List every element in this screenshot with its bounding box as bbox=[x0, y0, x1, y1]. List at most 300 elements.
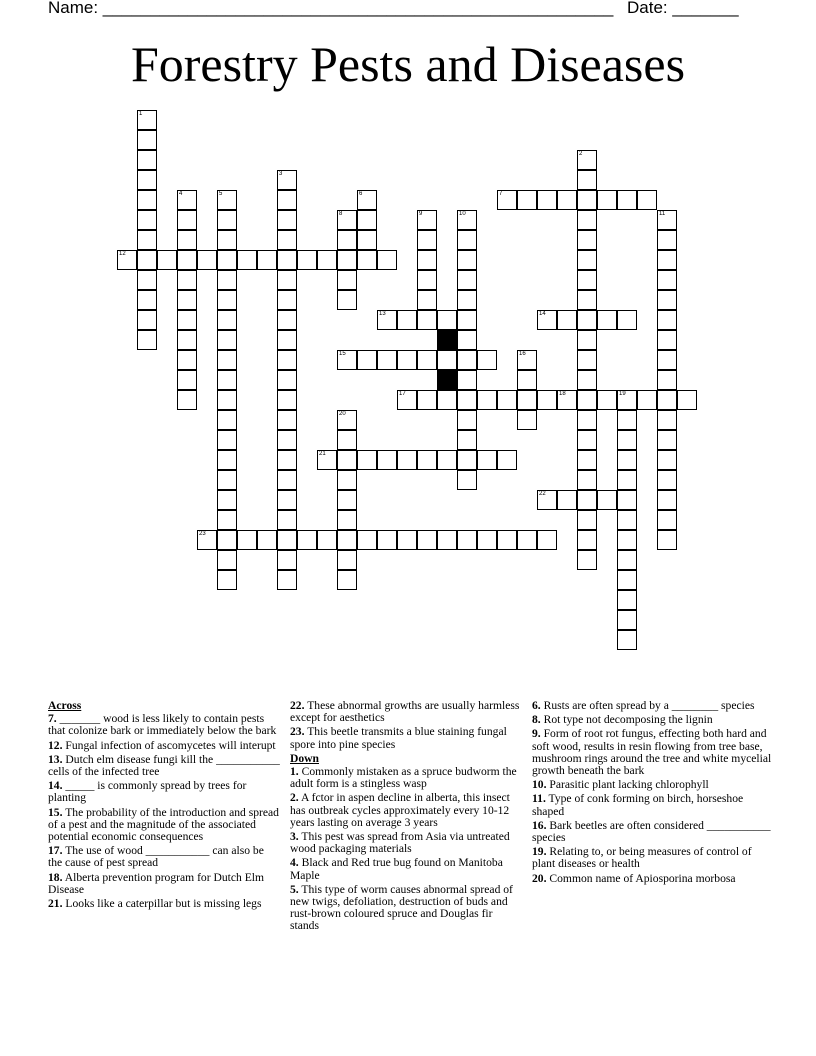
grid-cell[interactable] bbox=[617, 470, 637, 490]
grid-cell[interactable] bbox=[277, 410, 297, 430]
grid-cell[interactable] bbox=[517, 370, 537, 390]
grid-cell[interactable] bbox=[137, 270, 157, 290]
grid-cell[interactable] bbox=[277, 350, 297, 370]
grid-cell[interactable] bbox=[337, 290, 357, 310]
grid-cell[interactable] bbox=[457, 310, 477, 330]
grid-cell[interactable] bbox=[517, 530, 537, 550]
grid-cell[interactable] bbox=[657, 450, 677, 470]
clue-number: 15 bbox=[339, 351, 346, 357]
grid-cell[interactable] bbox=[557, 490, 577, 510]
grid-cell[interactable] bbox=[657, 410, 677, 430]
grid-cell[interactable] bbox=[237, 250, 257, 270]
grid-cell[interactable] bbox=[597, 490, 617, 510]
grid-cell[interactable] bbox=[397, 350, 417, 370]
clue-number: 13 bbox=[379, 311, 386, 317]
clue-number: 19 bbox=[619, 391, 626, 397]
clue-number: 14 bbox=[539, 311, 546, 317]
grid-cell[interactable] bbox=[457, 350, 477, 370]
grid-cell[interactable] bbox=[217, 270, 237, 290]
grid-cell[interactable] bbox=[337, 210, 357, 230]
grid-cell[interactable] bbox=[357, 530, 377, 550]
grid-cell[interactable] bbox=[577, 330, 597, 350]
grid-cell[interactable] bbox=[657, 330, 677, 350]
grid-cell[interactable] bbox=[337, 230, 357, 250]
grid-cell[interactable] bbox=[137, 290, 157, 310]
down-heading: Down bbox=[290, 751, 319, 765]
grid-cell[interactable] bbox=[457, 330, 477, 350]
clue-number: 3 bbox=[279, 171, 283, 177]
grid-cell[interactable] bbox=[657, 430, 677, 450]
grid-cell[interactable] bbox=[357, 230, 377, 250]
grid-cell[interactable] bbox=[577, 190, 597, 210]
grid-cell[interactable] bbox=[277, 450, 297, 470]
clue-number: 11 bbox=[659, 211, 666, 217]
grid-cell[interactable] bbox=[137, 110, 157, 130]
grid-cell[interactable] bbox=[217, 230, 237, 250]
grid-cell[interactable] bbox=[177, 390, 197, 410]
grid-cell[interactable] bbox=[657, 510, 677, 530]
clue-item: 17. The use of wood ___________ can also be the cause of pest spread bbox=[48, 844, 264, 870]
grid-cell[interactable] bbox=[657, 230, 677, 250]
grid-cell[interactable] bbox=[217, 510, 237, 530]
clue-number-label: 18. bbox=[48, 870, 63, 884]
grid-cell[interactable] bbox=[277, 510, 297, 530]
grid-cell[interactable] bbox=[557, 190, 577, 210]
grid-cell[interactable] bbox=[457, 450, 477, 470]
grid-cell[interactable] bbox=[317, 530, 337, 550]
grid-cell[interactable] bbox=[217, 330, 237, 350]
grid-cell[interactable] bbox=[137, 330, 157, 350]
grid-cell[interactable] bbox=[377, 250, 397, 270]
grid-cell[interactable] bbox=[197, 250, 217, 270]
clue-item: 15. The probability of the introduction and spread of a pest and the magnitude of the associated potential economic consequences bbox=[48, 805, 279, 844]
grid-cell[interactable] bbox=[597, 390, 617, 410]
grid-cell[interactable] bbox=[497, 530, 517, 550]
grid-cell[interactable] bbox=[377, 530, 397, 550]
grid-cell[interactable] bbox=[577, 230, 597, 250]
grid-cell[interactable] bbox=[537, 490, 557, 510]
grid-cell[interactable] bbox=[337, 250, 357, 270]
clue-item: 21. Looks like a caterpillar but is missing legs bbox=[48, 897, 262, 911]
grid-cell[interactable] bbox=[277, 290, 297, 310]
grid-cell[interactable] bbox=[437, 450, 457, 470]
down-clue-list-continued bbox=[532, 700, 772, 885]
clue-number-label: 12. bbox=[48, 738, 63, 752]
grid-cell[interactable] bbox=[217, 430, 237, 450]
clue-number-label: 14. bbox=[48, 779, 63, 793]
grid-cell[interactable] bbox=[577, 490, 597, 510]
grid-cell[interactable] bbox=[337, 490, 357, 510]
clue-item: 9. Form of root rot fungus, effecting both hard and soft wood, results in resin flowing from tree base, mushroom rings around the tree and white mycelial growth beneath the bark bbox=[532, 727, 772, 778]
clue-number: 23 bbox=[199, 531, 206, 537]
black-cell bbox=[437, 330, 457, 350]
clue-item: 7. _______ wood is less likely to contain pests that colonize bark or immediately below the bark bbox=[48, 712, 277, 738]
grid-cell[interactable] bbox=[337, 450, 357, 470]
clue-item: 6. Rusts are often spread by a ________ species bbox=[532, 699, 755, 712]
grid-cell[interactable] bbox=[137, 230, 157, 250]
grid-cell[interactable] bbox=[417, 530, 437, 550]
grid-cell[interactable] bbox=[417, 230, 437, 250]
grid-cell[interactable] bbox=[457, 410, 477, 430]
clue-number: 6 bbox=[359, 191, 363, 197]
grid-cell[interactable] bbox=[617, 630, 637, 650]
clue-number: 5 bbox=[219, 191, 223, 197]
clue-number-label: 6. bbox=[532, 699, 541, 712]
grid-cell[interactable] bbox=[617, 450, 637, 470]
date-field-label: Date: _______ bbox=[627, 0, 739, 17]
grid-cell[interactable] bbox=[217, 490, 237, 510]
grid-cell[interactable] bbox=[177, 290, 197, 310]
clue-number-label: 7. bbox=[48, 712, 57, 726]
grid-cell[interactable] bbox=[277, 330, 297, 350]
clue-item: 11. Type of conk forming on birch, horseshoe shaped bbox=[532, 792, 744, 818]
grid-cell[interactable] bbox=[377, 310, 397, 330]
grid-cell[interactable] bbox=[417, 390, 437, 410]
clue-item: 8. Rot type not decomposing the lignin bbox=[532, 713, 713, 727]
grid-cell[interactable] bbox=[377, 350, 397, 370]
grid-cell[interactable] bbox=[597, 190, 617, 210]
grid-cell[interactable] bbox=[117, 250, 137, 270]
grid-cell[interactable] bbox=[277, 390, 297, 410]
clues-column-2 bbox=[290, 700, 524, 935]
grid-cell[interactable] bbox=[577, 430, 597, 450]
grid-cell[interactable] bbox=[337, 430, 357, 450]
grid-cell[interactable] bbox=[177, 370, 197, 390]
clue-number-label: 23. bbox=[290, 725, 305, 739]
grid-cell[interactable] bbox=[517, 390, 537, 410]
grid-cell[interactable] bbox=[537, 190, 557, 210]
clue-number: 20 bbox=[339, 411, 346, 417]
grid-cell[interactable] bbox=[277, 490, 297, 510]
grid-cell[interactable] bbox=[477, 390, 497, 410]
clues-column-1 bbox=[48, 700, 280, 912]
clue-item: 12. Fungal infection of ascomycetes will interupt bbox=[48, 738, 276, 752]
grid-cell[interactable] bbox=[497, 450, 517, 470]
grid-cell[interactable] bbox=[217, 190, 237, 210]
grid-cell[interactable] bbox=[537, 310, 557, 330]
grid-cell[interactable] bbox=[617, 570, 637, 590]
grid-cell[interactable] bbox=[457, 430, 477, 450]
grid-cell[interactable] bbox=[177, 250, 197, 270]
grid-cell[interactable] bbox=[277, 270, 297, 290]
grid-cell[interactable] bbox=[337, 270, 357, 290]
grid-cell[interactable] bbox=[517, 190, 537, 210]
grid-cell[interactable] bbox=[277, 170, 297, 190]
grid-cell[interactable] bbox=[217, 550, 237, 570]
grid-cell[interactable] bbox=[177, 230, 197, 250]
grid-cell[interactable] bbox=[297, 250, 317, 270]
clues-column-3 bbox=[532, 700, 772, 887]
grid-cell[interactable] bbox=[337, 570, 357, 590]
clue-number-label: 9. bbox=[532, 727, 541, 741]
clue-number-label: 4. bbox=[290, 856, 299, 870]
grid-cell[interactable] bbox=[417, 250, 437, 270]
grid-cell[interactable] bbox=[217, 310, 237, 330]
grid-cell[interactable] bbox=[517, 410, 537, 430]
grid-cell[interactable] bbox=[617, 190, 637, 210]
grid-cell[interactable] bbox=[377, 450, 397, 470]
grid-cell[interactable] bbox=[457, 530, 477, 550]
grid-cell[interactable] bbox=[277, 430, 297, 450]
grid-cell[interactable] bbox=[577, 250, 597, 270]
page-title: Forestry Pests and Diseases bbox=[130, 36, 686, 92]
grid-cell[interactable] bbox=[477, 350, 497, 370]
clue-number: 1 bbox=[139, 111, 143, 117]
grid-cell[interactable] bbox=[337, 550, 357, 570]
grid-cell[interactable] bbox=[677, 390, 697, 410]
grid-cell[interactable] bbox=[457, 230, 477, 250]
grid-cell[interactable] bbox=[137, 250, 157, 270]
grid-cell[interactable] bbox=[217, 470, 237, 490]
clue-number: 12 bbox=[119, 251, 126, 257]
grid-cell[interactable] bbox=[357, 350, 377, 370]
grid-cell[interactable] bbox=[577, 350, 597, 370]
clue-item: 19. Relating to, or being measures of control of plant diseases or health bbox=[532, 845, 752, 871]
grid-cell[interactable] bbox=[437, 390, 457, 410]
grid-cell[interactable] bbox=[357, 250, 377, 270]
grid-cell[interactable] bbox=[137, 170, 157, 190]
grid-cell[interactable] bbox=[417, 290, 437, 310]
grid-cell[interactable] bbox=[657, 490, 677, 510]
clue-number: 10 bbox=[459, 211, 466, 217]
grid-cell[interactable] bbox=[137, 210, 157, 230]
grid-cell[interactable] bbox=[197, 530, 217, 550]
grid-cell[interactable] bbox=[657, 350, 677, 370]
grid-cell[interactable] bbox=[217, 250, 237, 270]
grid-cell[interactable] bbox=[437, 530, 457, 550]
grid-cell[interactable] bbox=[657, 470, 677, 490]
grid-cell[interactable] bbox=[657, 310, 677, 330]
grid-cell[interactable] bbox=[577, 370, 597, 390]
grid-cell[interactable] bbox=[597, 310, 617, 330]
grid-cell[interactable] bbox=[217, 530, 237, 550]
grid-cell[interactable] bbox=[177, 350, 197, 370]
grid-cell[interactable] bbox=[577, 210, 597, 230]
grid-cell[interactable] bbox=[657, 530, 677, 550]
grid-cell[interactable] bbox=[657, 250, 677, 270]
clue-number: 16 bbox=[519, 351, 526, 357]
grid-cell[interactable] bbox=[617, 390, 637, 410]
clue-number: 9 bbox=[419, 211, 423, 217]
clue-item: 1. Commonly mistaken as a spruce budworm the adult form is a stingless wasp bbox=[290, 765, 517, 791]
grid-cell[interactable] bbox=[217, 350, 237, 370]
grid-cell[interactable] bbox=[177, 310, 197, 330]
grid-cell[interactable] bbox=[277, 470, 297, 490]
grid-cell[interactable] bbox=[397, 530, 417, 550]
clue-item: 23. This beetle transmits a blue staining fungal spore into pine species bbox=[290, 725, 507, 751]
grid-cell[interactable] bbox=[457, 290, 477, 310]
grid-cell[interactable] bbox=[497, 190, 517, 210]
clue-item: 14. _____ is commonly spread by trees for planting bbox=[48, 779, 247, 805]
clue-number-label: 2. bbox=[290, 791, 299, 805]
grid-cell[interactable] bbox=[217, 210, 237, 230]
clue-item: 18. Alberta prevention program for Dutch Elm Disease bbox=[48, 870, 265, 896]
grid-cell[interactable] bbox=[537, 530, 557, 550]
grid-cell[interactable] bbox=[577, 170, 597, 190]
grid-cell[interactable] bbox=[657, 390, 677, 410]
grid-cell[interactable] bbox=[217, 290, 237, 310]
grid-cell[interactable] bbox=[277, 570, 297, 590]
grid-cell[interactable] bbox=[337, 510, 357, 530]
clue-item: 13. Dutch elm disease fungi kill the ___________ cells of the infected tree bbox=[48, 752, 280, 779]
grid-cell[interactable] bbox=[357, 210, 377, 230]
grid-cell[interactable] bbox=[577, 290, 597, 310]
grid-cell[interactable] bbox=[557, 390, 577, 410]
grid-cell[interactable] bbox=[277, 370, 297, 390]
clue-number: 7 bbox=[499, 191, 503, 197]
down-clue-list bbox=[290, 766, 524, 933]
clue-item: 10. Parasitic plant lacking chlorophyll bbox=[532, 778, 709, 792]
grid-cell[interactable] bbox=[217, 450, 237, 470]
across-clue-list-continued bbox=[290, 700, 524, 751]
grid-cell[interactable] bbox=[177, 270, 197, 290]
grid-cell[interactable] bbox=[397, 450, 417, 470]
grid-cell[interactable] bbox=[657, 370, 677, 390]
grid-cell[interactable] bbox=[317, 250, 337, 270]
grid-cell[interactable] bbox=[457, 270, 477, 290]
grid-cell[interactable] bbox=[577, 550, 597, 570]
grid-cell[interactable] bbox=[437, 310, 457, 330]
grid-cell[interactable] bbox=[437, 350, 457, 370]
grid-cell[interactable] bbox=[277, 190, 297, 210]
grid-cell[interactable] bbox=[417, 450, 437, 470]
clue-item: 22. These abnormal growths are usually harmless except for aesthetics bbox=[290, 699, 520, 725]
grid-cell[interactable] bbox=[637, 190, 657, 210]
grid-cell[interactable] bbox=[177, 210, 197, 230]
across-clue-list bbox=[48, 713, 280, 910]
grid-cell[interactable] bbox=[657, 290, 677, 310]
clue-number-label: 8. bbox=[532, 713, 541, 727]
clue-number: 21 bbox=[319, 451, 326, 457]
clue-number-label: 11. bbox=[532, 792, 546, 806]
grid-cell[interactable] bbox=[337, 470, 357, 490]
grid-cell[interactable] bbox=[277, 530, 297, 550]
clue-number-label: 16. bbox=[532, 818, 547, 832]
grid-cell[interactable] bbox=[217, 370, 237, 390]
clue-number-label: 17. bbox=[48, 844, 63, 858]
grid-cell[interactable] bbox=[577, 310, 597, 330]
grid-cell[interactable] bbox=[357, 450, 377, 470]
grid-cell[interactable] bbox=[577, 270, 597, 290]
grid-cell[interactable] bbox=[457, 390, 477, 410]
clue-number: 17 bbox=[399, 391, 406, 397]
grid-cell[interactable] bbox=[137, 190, 157, 210]
clue-item: 16. Bark beetles are often considered ___________ species bbox=[532, 818, 771, 845]
grid-cell[interactable] bbox=[617, 430, 637, 450]
grid-cell[interactable] bbox=[577, 410, 597, 430]
grid-cell[interactable] bbox=[417, 310, 437, 330]
grid-cell[interactable] bbox=[217, 390, 237, 410]
clue-number-label: 15. bbox=[48, 805, 63, 819]
grid-cell[interactable] bbox=[617, 510, 637, 530]
grid-cell[interactable] bbox=[217, 410, 237, 430]
grid-cell[interactable] bbox=[397, 310, 417, 330]
grid-cell[interactable] bbox=[277, 230, 297, 250]
grid-cell[interactable] bbox=[337, 530, 357, 550]
clue-number-label: 10. bbox=[532, 778, 547, 792]
grid-cell[interactable] bbox=[617, 530, 637, 550]
clue-item: 5. This type of worm causes abnormal spread of new twigs, defoliation, destruction of buds and rust-brown coloured spruce and Douglas fir stands bbox=[290, 882, 513, 933]
grid-cell[interactable] bbox=[457, 210, 477, 230]
clue-item: 2. A fctor in aspen decline in alberta, this insect has outbreak cycles approximately every 10-12 years lasting on average 3 years bbox=[290, 791, 510, 829]
grid-cell[interactable] bbox=[317, 450, 337, 470]
grid-cell[interactable] bbox=[357, 190, 377, 210]
grid-cell[interactable] bbox=[417, 270, 437, 290]
grid-cell[interactable] bbox=[457, 470, 477, 490]
clue-number-label: 3. bbox=[290, 830, 299, 844]
grid-cell[interactable] bbox=[257, 250, 277, 270]
grid-cell[interactable] bbox=[617, 410, 637, 430]
grid-cell[interactable] bbox=[217, 570, 237, 590]
grid-cell[interactable] bbox=[477, 530, 497, 550]
grid-cell[interactable] bbox=[577, 530, 597, 550]
grid-cell[interactable] bbox=[337, 410, 357, 430]
grid-cell[interactable] bbox=[457, 250, 477, 270]
grid-cell[interactable] bbox=[277, 210, 297, 230]
clue-item: 3. This pest was spread from Asia via untreated wood packaging materials bbox=[290, 830, 510, 856]
grid-cell[interactable] bbox=[257, 530, 277, 550]
clue-number-label: 5. bbox=[290, 882, 299, 896]
grid-cell[interactable] bbox=[457, 370, 477, 390]
grid-cell[interactable] bbox=[577, 470, 597, 490]
grid-cell[interactable] bbox=[277, 250, 297, 270]
black-cell bbox=[437, 370, 457, 390]
grid-cell[interactable] bbox=[137, 310, 157, 330]
grid-cell[interactable] bbox=[337, 350, 357, 370]
grid-cell[interactable] bbox=[157, 250, 177, 270]
grid-cell[interactable] bbox=[657, 270, 677, 290]
grid-cell[interactable] bbox=[657, 210, 677, 230]
grid-cell[interactable] bbox=[237, 530, 257, 550]
grid-cell[interactable] bbox=[397, 390, 417, 410]
grid-cell[interactable] bbox=[277, 550, 297, 570]
grid-cell[interactable] bbox=[617, 490, 637, 510]
grid-cell[interactable] bbox=[617, 550, 637, 570]
grid-cell[interactable] bbox=[617, 590, 637, 610]
grid-cell[interactable] bbox=[557, 310, 577, 330]
clue-number-label: 21. bbox=[48, 897, 63, 911]
clue-item: 4. Black and Red true bug found on Manitoba Maple bbox=[290, 856, 503, 882]
clue-number-label: 1. bbox=[290, 765, 299, 779]
grid-cell[interactable] bbox=[417, 210, 437, 230]
grid-cell[interactable] bbox=[577, 390, 597, 410]
grid-cell[interactable] bbox=[277, 310, 297, 330]
grid-cell[interactable] bbox=[137, 130, 157, 150]
grid-cell[interactable] bbox=[577, 150, 597, 170]
clue-item: 20. Common name of Apiosporina morbosa bbox=[532, 871, 736, 885]
grid-cell[interactable] bbox=[637, 390, 657, 410]
clue-number-label: 20. bbox=[532, 871, 547, 885]
grid-cell[interactable] bbox=[297, 530, 317, 550]
grid-cell[interactable] bbox=[617, 310, 637, 330]
grid-cell[interactable] bbox=[497, 390, 517, 410]
grid-cell[interactable] bbox=[617, 610, 637, 630]
grid-cell[interactable] bbox=[137, 150, 157, 170]
grid-cell[interactable] bbox=[577, 510, 597, 530]
clue-number: 8 bbox=[339, 211, 343, 217]
grid-cell[interactable] bbox=[177, 190, 197, 210]
name-field-label: Name: ______________________________________________________ bbox=[48, 0, 614, 17]
clue-number: 22 bbox=[539, 491, 546, 497]
grid-cell[interactable] bbox=[537, 390, 557, 410]
grid-cell[interactable] bbox=[417, 350, 437, 370]
clue-number-label: 13. bbox=[48, 752, 63, 766]
grid-cell[interactable] bbox=[577, 450, 597, 470]
clue-number-label: 22. bbox=[290, 699, 305, 712]
grid-cell[interactable] bbox=[477, 450, 497, 470]
grid-cell[interactable] bbox=[177, 330, 197, 350]
grid-cell[interactable] bbox=[517, 350, 537, 370]
